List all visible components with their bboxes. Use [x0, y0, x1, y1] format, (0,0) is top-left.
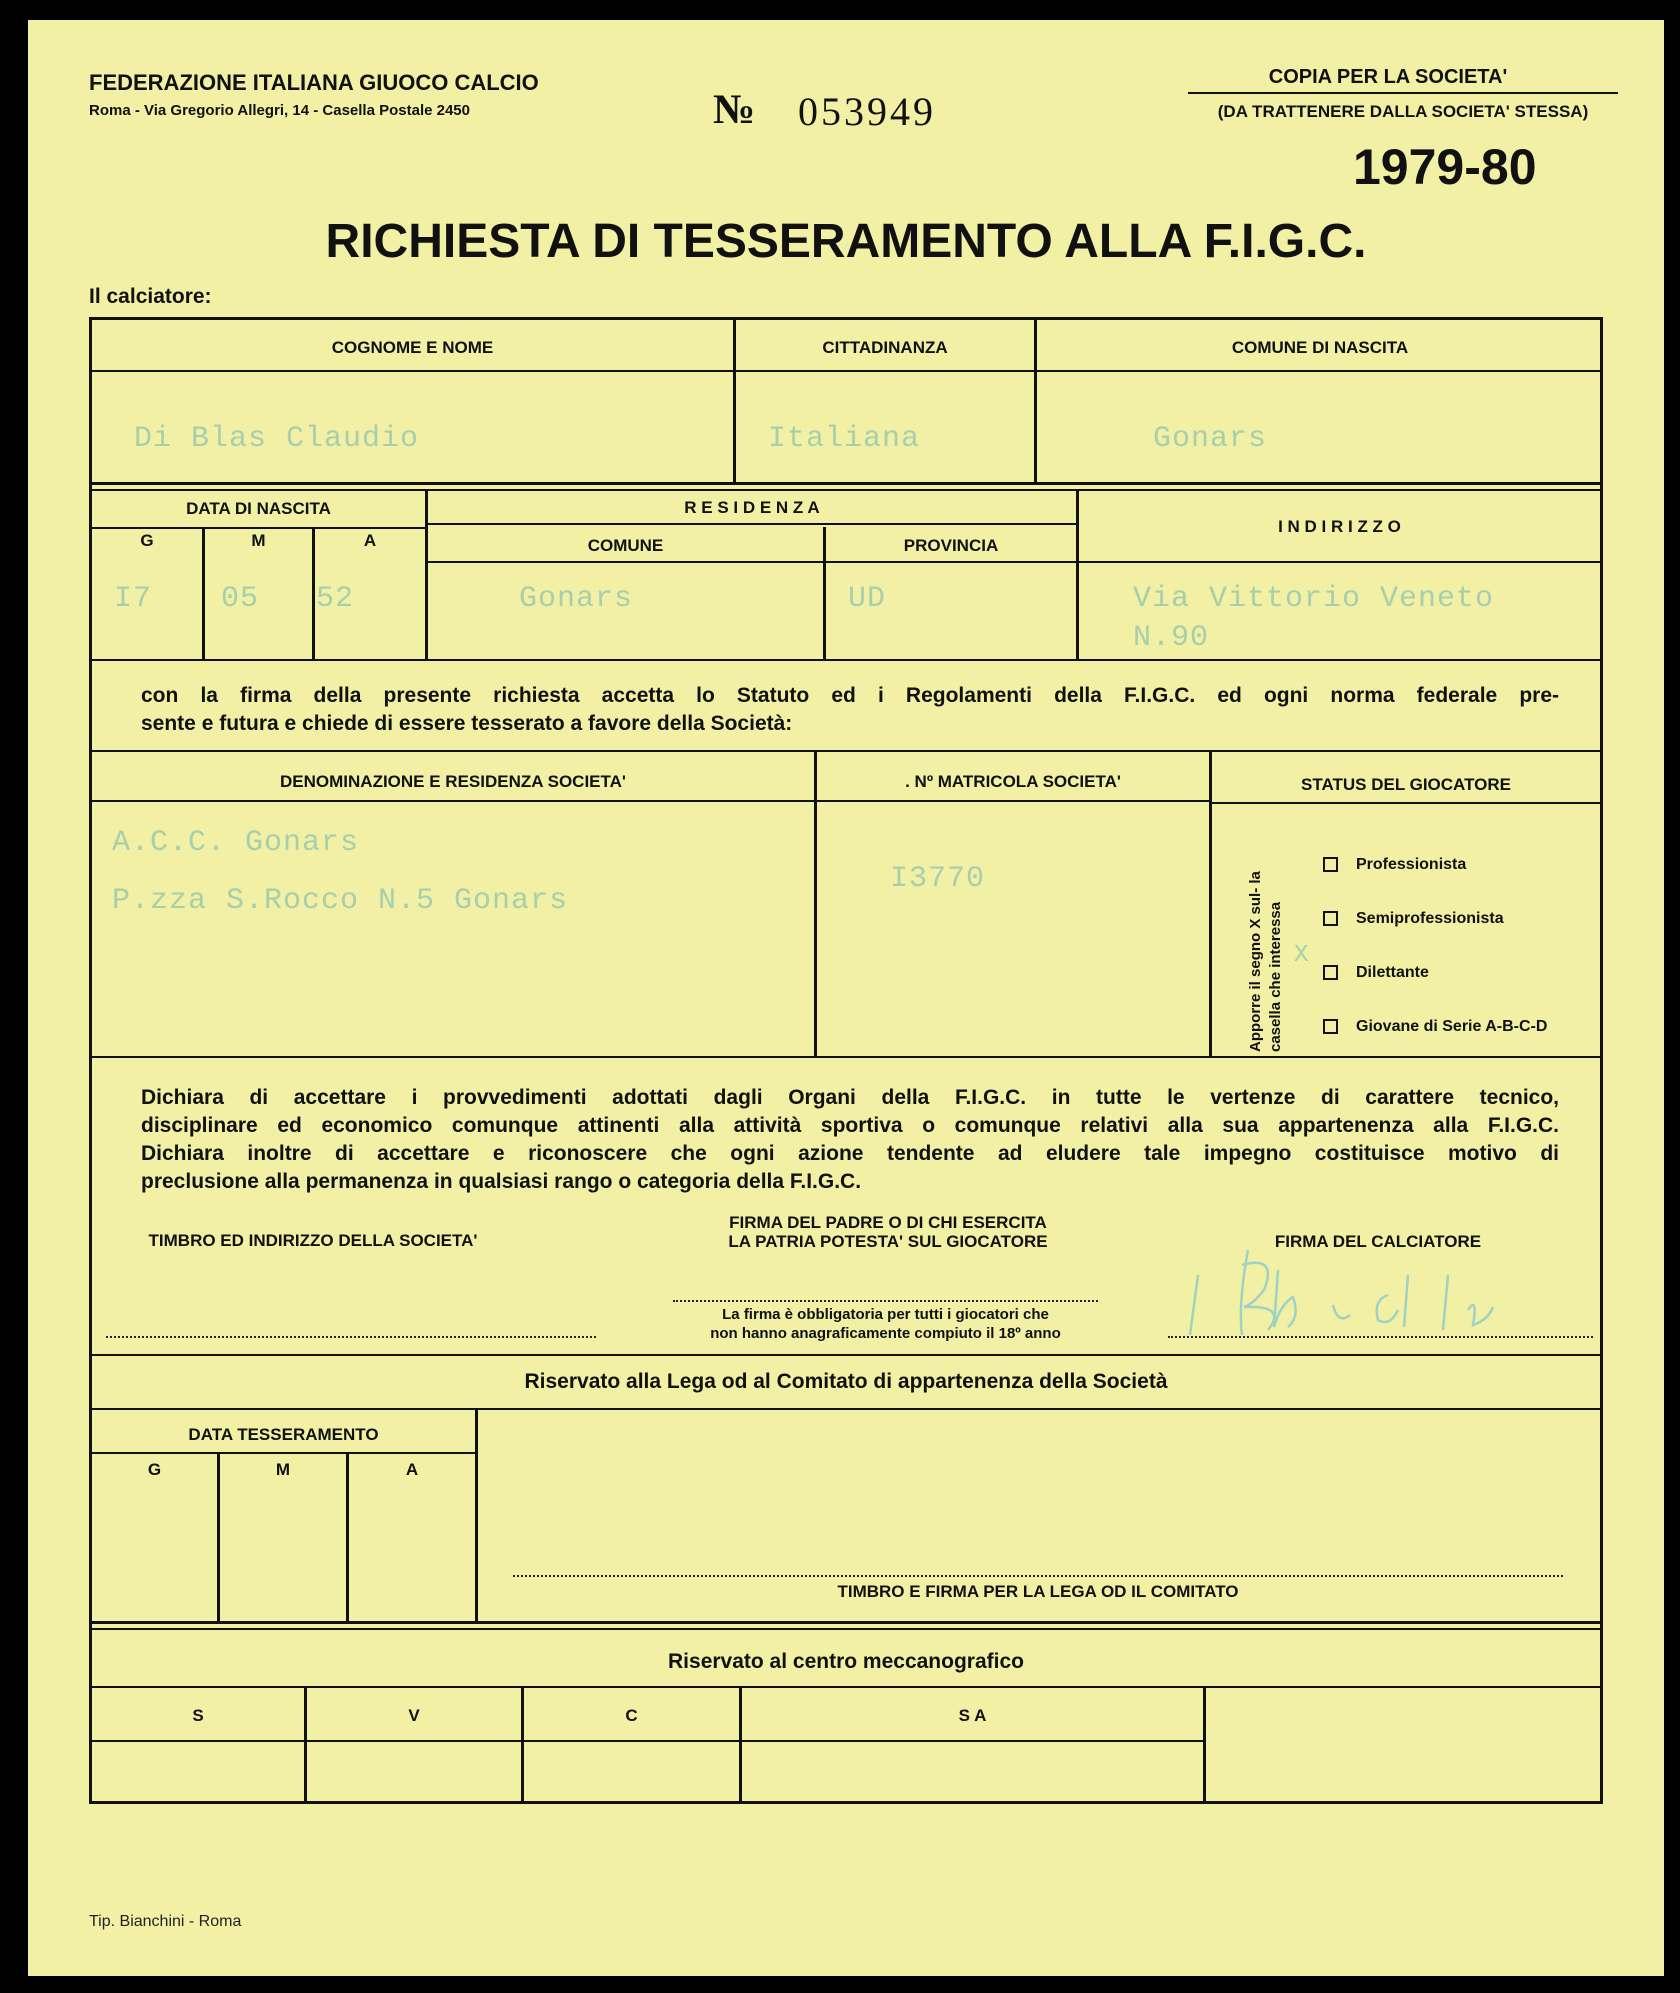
checkbox[interactable] — [1323, 911, 1338, 926]
league-title: Riservato alla Lega od al Comitato di appartenenza della Società — [524, 1370, 1168, 1393]
status-option-professionista[interactable] — [1323, 856, 1466, 874]
reg-g-label: G — [147, 1460, 162, 1479]
club-stamp-line — [106, 1336, 596, 1338]
checkbox[interactable] — [1323, 857, 1338, 872]
option-label: Dilettante — [1356, 964, 1429, 981]
parent-signature-line1: FIRMA DEL PADRE O DI CHI ESERCITA — [729, 1213, 1047, 1232]
status-mark: X — [1294, 942, 1310, 969]
player-signature-label: FIRMA DEL CALCIATORE — [1274, 1232, 1482, 1251]
residence-label: R E S I D E N Z A — [684, 498, 820, 517]
form-title: RICHIESTA DI TESSERAMENTO ALLA F.I.G.C. — [325, 215, 1367, 268]
declaration-line2: disciplinare ed economico comunque attinenti alla attività sportiva o comunque relativi alla sua appartenenza alla F.I.G.C. — [141, 1114, 1559, 1137]
acceptance-text-1: con la firma della presente richiesta accetta lo Statuto ed i Regolamenti della F.I.G.C. ed ogni norma federale pre- — [141, 684, 1559, 707]
intro-label: Il calciatore: — [89, 285, 212, 308]
parent-signature-line2: LA PATRIA POTESTA' SUL GIOCATORE — [728, 1232, 1048, 1251]
form-number: 053949 — [798, 89, 936, 134]
divider — [817, 800, 1209, 802]
mechano-col-s: S — [192, 1706, 204, 1725]
address-line1: Via Vittorio Veneto — [1133, 582, 1495, 616]
divider — [92, 1740, 1203, 1742]
option-label: Professionista — [1356, 856, 1467, 873]
divider — [92, 1354, 1600, 1356]
divider — [92, 1686, 1600, 1688]
divider — [92, 1628, 1600, 1630]
declaration-line3: Dichiara inoltre di accettare e riconoscere che ogni azione tendente ad eludere tale impegno costituisce motivo di — [141, 1142, 1559, 1165]
copy-rule — [1188, 92, 1618, 94]
season: 1979-80 — [1353, 139, 1537, 195]
divider — [1079, 561, 1600, 563]
declaration-line4: preclusione alla permanenza in qualsiasi rango o categoria della F.I.G.C. — [141, 1170, 862, 1193]
divider — [92, 800, 814, 802]
club-address: P.zza S.Rocco N.5 Gonars — [112, 884, 569, 918]
divider — [92, 1408, 1600, 1410]
reg-m-label: M — [275, 1460, 291, 1479]
residence-comune: Gonars — [519, 582, 634, 616]
player-name: Di Blas Claudio — [134, 422, 420, 456]
mechano-col-c: C — [625, 1706, 638, 1725]
divider — [814, 750, 817, 1056]
org-name: FEDERAZIONE ITALIANA GIUOCO CALCIO — [89, 70, 539, 95]
org-address: Roma - Via Gregorio Allegri, 14 - Casella Postale 2450 — [89, 102, 470, 119]
registration-form — [28, 20, 1664, 1976]
birth-a-label: A — [363, 531, 377, 550]
status-option-giovane[interactable] — [1323, 1018, 1547, 1036]
address-label: I N D I R I Z Z O — [1278, 517, 1401, 536]
player-birthplace: Gonars — [1153, 422, 1268, 456]
status-instruction: Apporre il segno X sul- la casella che interessa — [1247, 871, 1284, 1052]
matricola-label: . Nº MATRICOLA SOCIETA' — [905, 772, 1121, 791]
option-label: Giovane di Serie A-B-C-D — [1356, 1018, 1548, 1035]
parent-note-1: La firma è obbligatoria per tutti i giocatori che — [722, 1306, 1049, 1323]
printer-note: Tip. Bianchini - Roma — [89, 1913, 242, 1930]
checkbox[interactable] — [1323, 965, 1338, 980]
reg-a-label: A — [405, 1460, 419, 1479]
divider — [92, 370, 1600, 372]
citizenship-label: CITTADINANZA — [822, 338, 948, 357]
status-label: STATUS DEL GIOCATORE — [1301, 775, 1511, 794]
club-name-label: DENOMINAZIONE E RESIDENZA SOCIETA' — [280, 772, 626, 791]
parent-signature-line — [673, 1300, 1098, 1302]
divider — [1212, 802, 1600, 804]
mechano-col-sa: S A — [958, 1706, 987, 1725]
club-stamp-label: TIMBRO ED INDIRIZZO DELLA SOCIETA' — [148, 1231, 478, 1250]
mechano-title: Riservato al centro meccanografico — [668, 1650, 1024, 1673]
birth-year: 52 — [316, 582, 355, 616]
declaration-line1: Dichiara di accettare i provvedimenti adottati dagli Organi della F.I.G.C. in tutte le vertenze di carattere tecnico, — [141, 1086, 1559, 1109]
divider — [92, 482, 1600, 485]
registration-date-label: DATA TESSERAMENTO — [188, 1425, 379, 1444]
name-label: COGNOME E NOME — [331, 338, 494, 357]
divider — [92, 750, 1600, 752]
copy-subtitle: (DA TRATTENERE DALLA SOCIETA' STESSA) — [1217, 102, 1589, 121]
address-line2: N.90 — [1133, 621, 1210, 655]
player-citizenship: Italiana — [768, 422, 921, 456]
divider — [428, 523, 1076, 525]
birth-date-label: DATA DI NASCITA — [186, 499, 331, 518]
divider — [1209, 750, 1212, 1056]
acceptance-text-2: sente e futura e chiede di essere tesserato a favore della Società: — [141, 712, 793, 735]
divider — [92, 527, 425, 529]
checkbox[interactable] — [1323, 1019, 1338, 1034]
divider — [92, 1452, 475, 1454]
birthplace-label: COMUNE DI NASCITA — [1231, 338, 1409, 357]
residence-provincia: UD — [848, 582, 887, 616]
divider — [1203, 1688, 1206, 1804]
divider — [92, 659, 1600, 661]
status-option-dilettante[interactable] — [1323, 964, 1429, 982]
comune-label: COMUNE — [587, 536, 664, 555]
league-stamp-line — [513, 1575, 1563, 1577]
parent-note-2: non hanno anagraficamente compiuto il 18º anno — [710, 1325, 1061, 1342]
status-option-semiprofessionista[interactable] — [1323, 910, 1504, 928]
birth-day: I7 — [114, 582, 153, 616]
divider — [92, 489, 1600, 491]
player-handwritten-signature — [1168, 1235, 1568, 1345]
provincia-label: PROVINCIA — [903, 536, 999, 555]
divider — [92, 1056, 1600, 1058]
divider — [92, 1621, 1600, 1624]
league-stamp-label: TIMBRO E FIRMA PER LA LEGA OD IL COMITATO — [837, 1582, 1239, 1601]
mechano-col-v: V — [408, 1706, 420, 1725]
birth-m-label: M — [251, 531, 266, 550]
option-label: Semiprofessionista — [1356, 910, 1504, 927]
club-matricola: I3770 — [890, 862, 986, 896]
birth-month: 05 — [221, 582, 260, 616]
number-symbol: № — [713, 87, 756, 133]
birth-g-label: G — [140, 531, 154, 550]
divider — [428, 561, 1076, 563]
club-name: A.C.C. Gonars — [112, 826, 360, 860]
divider — [475, 1408, 478, 1621]
copy-title: COPIA PER LA SOCIETA' — [1268, 66, 1508, 88]
